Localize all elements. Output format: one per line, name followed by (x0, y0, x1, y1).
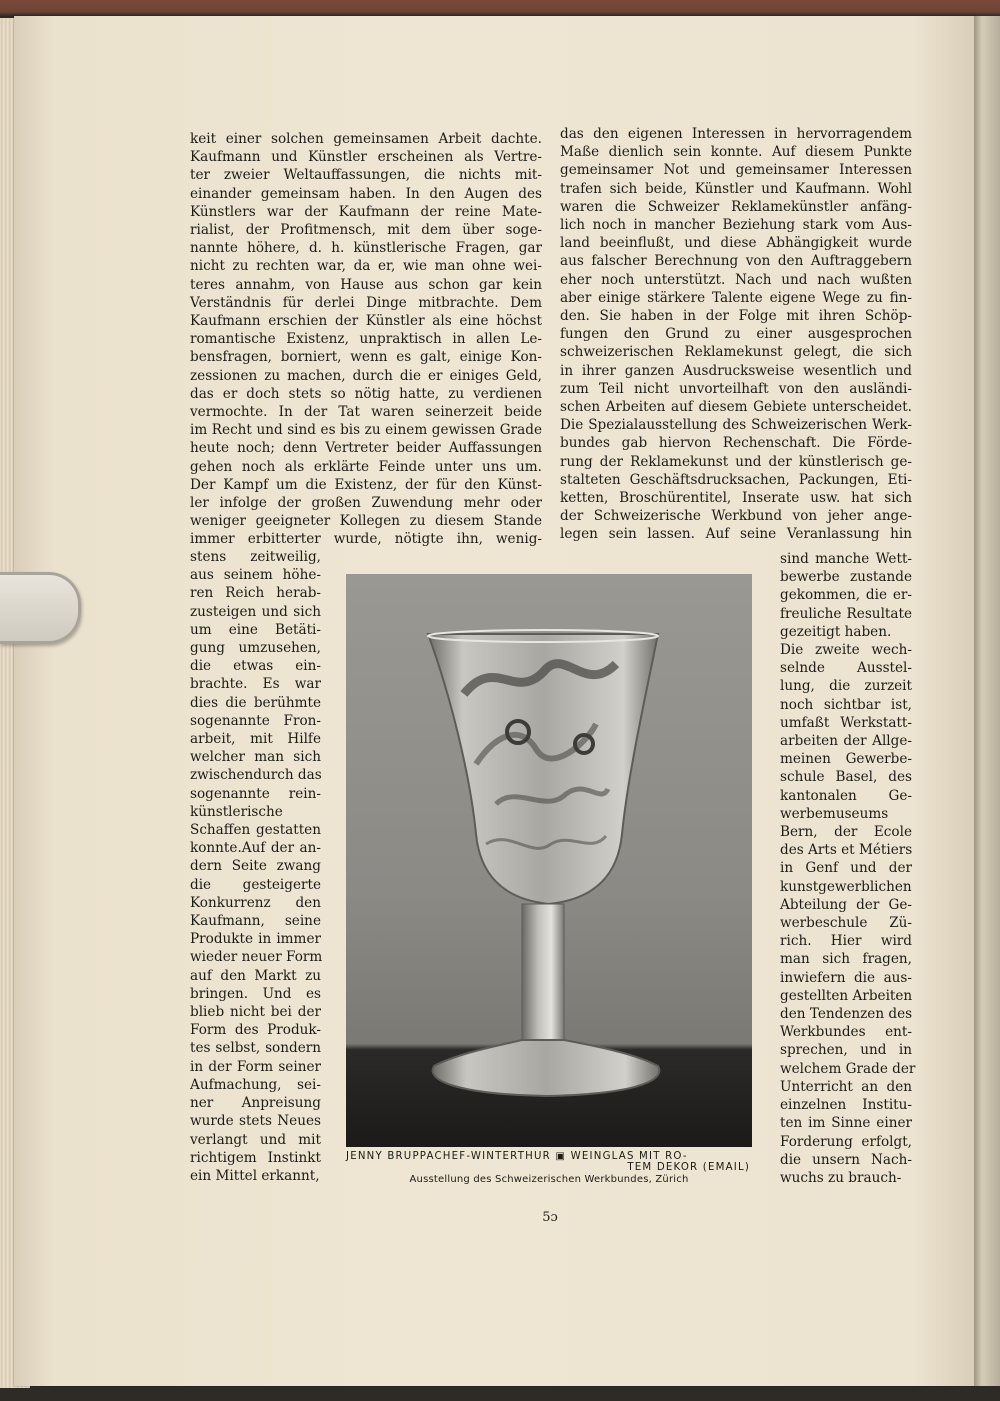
text-line: den. Sie haben in der Folge mit ihren Schöp- (560, 308, 912, 325)
text-line: Werkbundes ent- (780, 1024, 912, 1041)
text-line: kantonalen Ge- (780, 787, 912, 804)
text-line: waren die Schweizer Reklamekünstler anfäng- (560, 198, 912, 215)
text-line: des Arts et Métiers (780, 842, 913, 859)
text-line: aus falscher Berechnung von den Auftraggebern (560, 253, 912, 270)
text-line: gung umzusehen, (190, 640, 321, 657)
text-line: zessionen zu machen, durch die er einiges Geld, (190, 367, 542, 384)
text-line: schule Basel, des (780, 769, 912, 786)
text-line: Die Spezialausstellung des Schweizerischen Werk- (560, 417, 912, 434)
text-line: das den eigenen Interessen in hervorragendem (560, 126, 912, 142)
caption-line-2: TEM DEKOR (EMAIL) (627, 1162, 750, 1173)
text-line: inwiefern die aus- (780, 969, 912, 986)
caption-line-1: JENNY BRUPPACHEF-WINTERTHUR ▣ WEINGLAS MIT RO- (346, 1151, 688, 1162)
text-line: gestellten Arbeiten (780, 987, 913, 1004)
text-line: rich. Hier wird (780, 933, 912, 950)
text-line: aber einige stärkere Talente eigene Wege zu fin- (560, 289, 912, 306)
text-line: Form des Produk- (190, 1022, 321, 1039)
text-line: ren Reich herab- (190, 585, 321, 602)
text-line: meinen Gewerbe- (780, 751, 912, 768)
text-line: wuchs zu brauch- (780, 1169, 902, 1186)
text-line: romantische Existenz, unpraktisch in allen Le- (190, 331, 542, 348)
text-line: ketten, Broschürentitel, Inserate usw. hat sich (560, 490, 912, 507)
left-column-narrow-text (190, 548, 321, 1185)
text-line: lich noch in mancher Beziehung stark vom Aus- (560, 217, 912, 234)
text-line: wurde stets Neues (190, 1113, 321, 1130)
text-line: künstlerische (190, 803, 283, 820)
right-column-text (560, 125, 912, 544)
text-line: verlangt und mit (190, 1131, 321, 1148)
text-line: stens zeitweilig, (190, 549, 321, 565)
text-line: heute noch; denn Vertreter beider Auffassungen (190, 440, 542, 457)
text-line: ten im Sinne einer (780, 1115, 912, 1132)
text-line: gezeitigt haben. (780, 623, 892, 640)
text-line: im Recht und sind es bis zu einem gewissen Grade (190, 422, 542, 439)
text-line: Kaufmann und Künstler erscheinen als Vertre- (190, 149, 542, 166)
text-line: man sich fragen, (780, 951, 912, 968)
text-line: eher noch unterstützt. Nach und nach wußten (560, 271, 912, 288)
text-line: brachte. Es war (190, 676, 321, 693)
text-line: ein Mittel erkannt, (190, 1167, 320, 1184)
text-line: werbeschule Zü- (780, 915, 912, 932)
text-line: arbeit, mit Hilfe (190, 731, 321, 748)
text-line: land beeinflußt, und diese Abhängigkeit wurde (560, 235, 912, 252)
text-line: sprechen, und in (780, 1042, 912, 1059)
text-line: schen Arbeiten auf diesem Gebiete unterscheidet. (560, 399, 912, 416)
text-line: bundes gab hiervon Rechenschaft. Die Förde- (560, 435, 912, 452)
text-line: wieder neuer Form (190, 949, 323, 966)
text-line: der Schweizerische Werkbund von jeher ange- (560, 508, 912, 525)
text-line: nicht zu rechten war, da er, wie man ohne wei- (190, 258, 542, 275)
text-line: gekommen, die er- (780, 587, 912, 604)
text-line: bringen. Und es (190, 985, 321, 1002)
text-line: vermochte. In der Tat waren seinerzeit beide (190, 404, 542, 421)
text-line: Schaffen gestatten (190, 822, 321, 839)
text-line: bewerbe zustande (780, 569, 912, 586)
text-line: Die zweite wech- (780, 642, 912, 659)
text-line: legen sein lassen. Auf seine Veranlassung hin (560, 526, 912, 543)
text-line: dies die berühmte (190, 694, 321, 711)
text-line: nannte höhere, d. h. künstlerische Fragen, gar (190, 240, 542, 257)
text-line: Aufmachung, sei- (190, 1076, 321, 1093)
text-line: keit einer solchen gemeinsamen Arbeit dachte. (190, 131, 542, 147)
text-line: aus seinem höhe- (190, 567, 321, 584)
text-line: selnde Ausstel- (780, 660, 912, 677)
text-line: richtigem Instinkt (190, 1149, 321, 1166)
book-gutter-edge (974, 16, 1000, 1386)
text-line: trafen sich beide, Künstler und Kaufmann. Wohl (560, 180, 912, 197)
text-line: fungen den Grund zu einer ausgesprochen (560, 326, 912, 343)
text-line: ner Anpreisung (190, 1095, 321, 1112)
text-line: umfaßt Werkstatt- (780, 714, 912, 731)
text-line: gemeinsamer Not und gemeinsamer Interessen (560, 162, 912, 179)
text-line: in ihrer ganzen Ausdrucksweise wesentlich und (560, 362, 912, 379)
text-line: die gesteigerte (190, 876, 321, 893)
text-line: ler infolge der großen Zuwendung mehr oder (190, 495, 542, 512)
text-line: noch sichtbar ist, (780, 696, 912, 713)
text-line: Konkurrenz den (190, 894, 321, 911)
caption-line-3: Ausstellung des Schweizerischen Werkbundes, Zürich (409, 1174, 689, 1185)
text-line: arbeiten der Allge- (780, 733, 912, 750)
text-line: in der Form seiner (190, 1058, 321, 1075)
text-line: sind manche Wett- (780, 551, 912, 567)
text-line: Maße dienlich sein konnte. Auf diesem Punkte (560, 144, 912, 161)
text-line: in Genf und der (780, 860, 912, 877)
left-column-text (190, 130, 542, 549)
text-line: Bern, der Ecole (780, 824, 912, 841)
text-line: rung der Reklamekunst und der künstlerisch ge- (560, 453, 912, 470)
text-line: Unterricht an den (780, 1078, 912, 1095)
text-line: den Tendenzen des (780, 1006, 913, 1023)
text-line: zusteigen und sich (190, 603, 321, 620)
text-line: konnte.Auf der an- (190, 840, 321, 857)
wine-glass-photo (346, 574, 752, 1147)
text-line: Forderung erfolgt, (780, 1133, 912, 1150)
text-line: teres annahm, von Hause aus schon gar kein (190, 276, 542, 293)
text-line: sogenannte Fron- (190, 712, 321, 729)
text-line: zwischendurch das (190, 767, 322, 784)
text-line: einzelnen Institu- (780, 1097, 912, 1114)
text-line: immer erbitterter wurde, nötigte ihn, wenig- (190, 531, 542, 548)
text-line: stalteten Geschäftsdrucksachen, Packungen, Eti- (560, 471, 912, 488)
text-line: dern Seite zwang (190, 858, 321, 875)
text-line: Kaufmann erschien der Künstler als eine höchst (190, 313, 542, 330)
text-line: tes selbst, sondern (190, 1040, 321, 1057)
text-line: Der Kampf um die Existenz, der für den Künst- (190, 476, 542, 493)
text-line: zum Teil nicht unvorteilhaft von den ausländi- (560, 380, 912, 397)
page-number: 5ɔ (542, 1210, 558, 1225)
text-line: bensfragen, borniert, wenn es galt, einige Kon- (190, 349, 542, 366)
text-line: schweizerischen Reklamekunst gelegt, die sich (560, 344, 912, 361)
text-line: Kaufmann, seine (190, 913, 321, 930)
text-line: ter zweier Weltauffassungen, die nichts mit- (190, 167, 542, 184)
text-line: weniger geeigneter Kollegen zu diesem Stande (190, 513, 542, 530)
wine-glass-illustration (346, 574, 752, 1147)
right-column-narrow-text (780, 550, 916, 1187)
text-line: sogenannte rein- (190, 785, 321, 802)
text-line: lung, die zurzeit (780, 678, 912, 695)
text-line: um eine Betäti- (190, 621, 321, 638)
text-line: einander gemeinsam haben. In den Augen des (190, 185, 542, 202)
text-line: Verständnis für derlei Dinge mitbrachte. Dem (190, 294, 542, 311)
text-line: werbemuseums (780, 805, 889, 822)
text-line: Künstlers war der Kaufmann der reine Mate- (190, 203, 542, 220)
text-line: die etwas ein- (190, 658, 321, 675)
bookmark-clip-icon (0, 572, 81, 644)
text-line: gehen noch als erklärte Feinde unter uns um. (190, 458, 542, 475)
text-line: die unsern Nach- (780, 1151, 912, 1168)
figure-caption (346, 1151, 752, 1185)
text-line: rialist, der Profitmensch, mit dem über soge- (190, 222, 542, 239)
text-line: das er doch stets so nötig hatte, zu verdienen (190, 385, 542, 402)
text-line: auf den Markt zu (190, 967, 321, 984)
text-line: welchem Grade der (780, 1060, 916, 1077)
text-line: Abteilung der Ge- (780, 896, 912, 913)
text-line: welcher man sich (190, 749, 321, 766)
text-line: blieb nicht bei der (190, 1004, 321, 1021)
text-line: freuliche Resultate (780, 605, 912, 622)
text-line: Produkte in immer (190, 931, 321, 948)
text-line: kunstgewerblichen (780, 878, 912, 895)
